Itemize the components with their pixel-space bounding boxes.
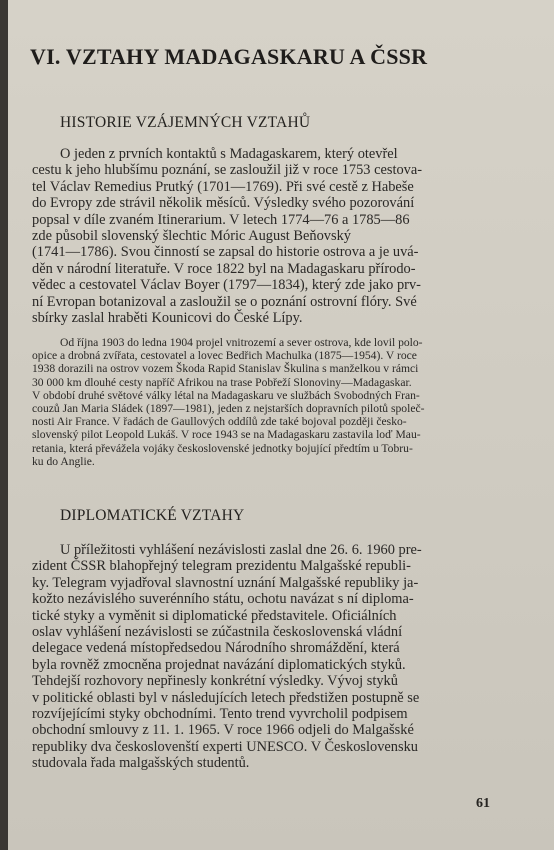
text-line: O jeden z prvních kontaktů s Madagaskarem, který otevřel [60, 146, 398, 162]
text-line: republiky dva českoslovenští experti UNESCO. V Československu [32, 738, 418, 755]
text-line: do Evropy zde strávil několik měsíců. Výsledky svého pozorování [32, 195, 415, 212]
text-line: popsal v díle zvaném Itinerarium. V letech 1774—76 a 1785—86 [32, 211, 410, 228]
text-line: vědec a cestovatel Václav Boyer (1797—1834), který zde jako prv- [32, 277, 421, 294]
small-text-line: nosti Air France. V řadách de Gaullových oddílů zde také bojoval později česko- [32, 415, 407, 429]
text-line: oslav vyhlášení nezávislosti se zúčastnila československá vládní [32, 624, 403, 641]
history-small-print [32, 336, 528, 468]
text-line: U příležitosti vyhlášení nezávislosti zaslal dne 26. 6. 1960 pre- [60, 542, 422, 558]
section-heading-diplomatic: DIPLOMATICKÉ VZTAHY [60, 507, 245, 524]
small-text-line: slovenský pilot Leopold Lukáš. V roce 1943 se na Madagaskaru zastavila loď Mau- [32, 428, 421, 442]
text-line: v politické oblasti byl v následujících letech předstižen postupně se [32, 689, 420, 706]
text-line: děn v národní literatuře. V roce 1822 byl na Madagaskaru přírodo- [32, 260, 416, 277]
text-line: (1741—1786). Svou činností se zapsal do historie ostrova a je uvá- [32, 244, 419, 261]
diplomatic-paragraph [32, 542, 528, 772]
text-line: sbírky zaslal hraběti Kounicovi do České Lípy. [32, 310, 303, 327]
text-line: Tehdejší rozhovory nepřinesly konkrétní výsledky. Vývoj styků [32, 673, 398, 690]
text-line: obchodní smlouvy z 11. 1. 1965. V roce 1966 odjeli do Malgašské [32, 722, 414, 739]
history-paragraph [32, 146, 528, 326]
text-line: tel Václav Remedius Prutký (1701—1769). Při své cestě z Habeše [32, 178, 414, 195]
book-page [8, 0, 554, 850]
text-line: kožto nezávislého suverénního státu, ochotu navázat s ní diploma- [32, 591, 414, 608]
small-text-line: Od října 1903 do ledna 1904 projel vnitrozemí a sever ostrova, kde lovil polo- [60, 336, 423, 349]
text-line: zident ČSSR blahopřejný telegram prezidentu Malgašské republi- [32, 558, 411, 575]
text-line: zde působil slovenský šlechtic Móric August Beňovský [32, 228, 351, 245]
small-text-line: 1938 dorazili na ostrov vozem Škoda Rapid Stanislav Škulina s manželkou v rámci [32, 362, 419, 376]
small-text-line: 30 000 km dlouhé cesty napříč Afrikou na trase Pobřeží Slonoviny—Madagaskar. [32, 375, 412, 389]
small-text-line: opice a drobná zvířata, cestovatel a lovec Bedřich Machulka (1875—1954). V roce [32, 349, 417, 363]
page-number: 61 [476, 796, 490, 811]
text-line: byla rovněž zmocněna projednat navázání diplomatických styků. [32, 656, 406, 673]
section-heading-history: HISTORIE VZÁJEMNÝCH VZTAHŮ [60, 114, 311, 131]
text-line: cestu k jeho hlubšímu poznání, se zasloužil již v roce 1753 cestova- [32, 162, 423, 179]
text-line: studovala řada malgašských studentů. [32, 755, 250, 772]
text-line: ky. Telegram vyjadřoval slavnostní uznání Malgašské republiky ja- [32, 574, 419, 591]
text-line: tické styky a vyměnit si diplomatické představitele. Oficiálních [32, 607, 397, 624]
text-line: delegace vedená místopředsedou Národního shromáždění, která [32, 640, 400, 657]
text-line: ní Evropan botanizoval a zasloužil se o poznání ostrovní flóry. Své [32, 293, 417, 310]
small-text-line: couzů Jan Maria Sládek (1897—1981), jeden z nejstarších dopravních pilotů společ- [32, 402, 425, 416]
chapter-title: VI. VZTAHY MADAGASKARU A ČSSR [30, 44, 428, 69]
text-line: rozvíjejícími styky obchodními. Tento trend vyvrcholil podpisem [32, 706, 408, 723]
small-text-line: retania, která převážela vojáky československé jednotky bojující předtím u Tobru- [32, 441, 413, 455]
small-text-line: V období druhé světové války létal na Madagaskaru ve službách Svobodných Fran- [32, 388, 420, 402]
small-text-line: ku do Anglie. [32, 454, 95, 468]
